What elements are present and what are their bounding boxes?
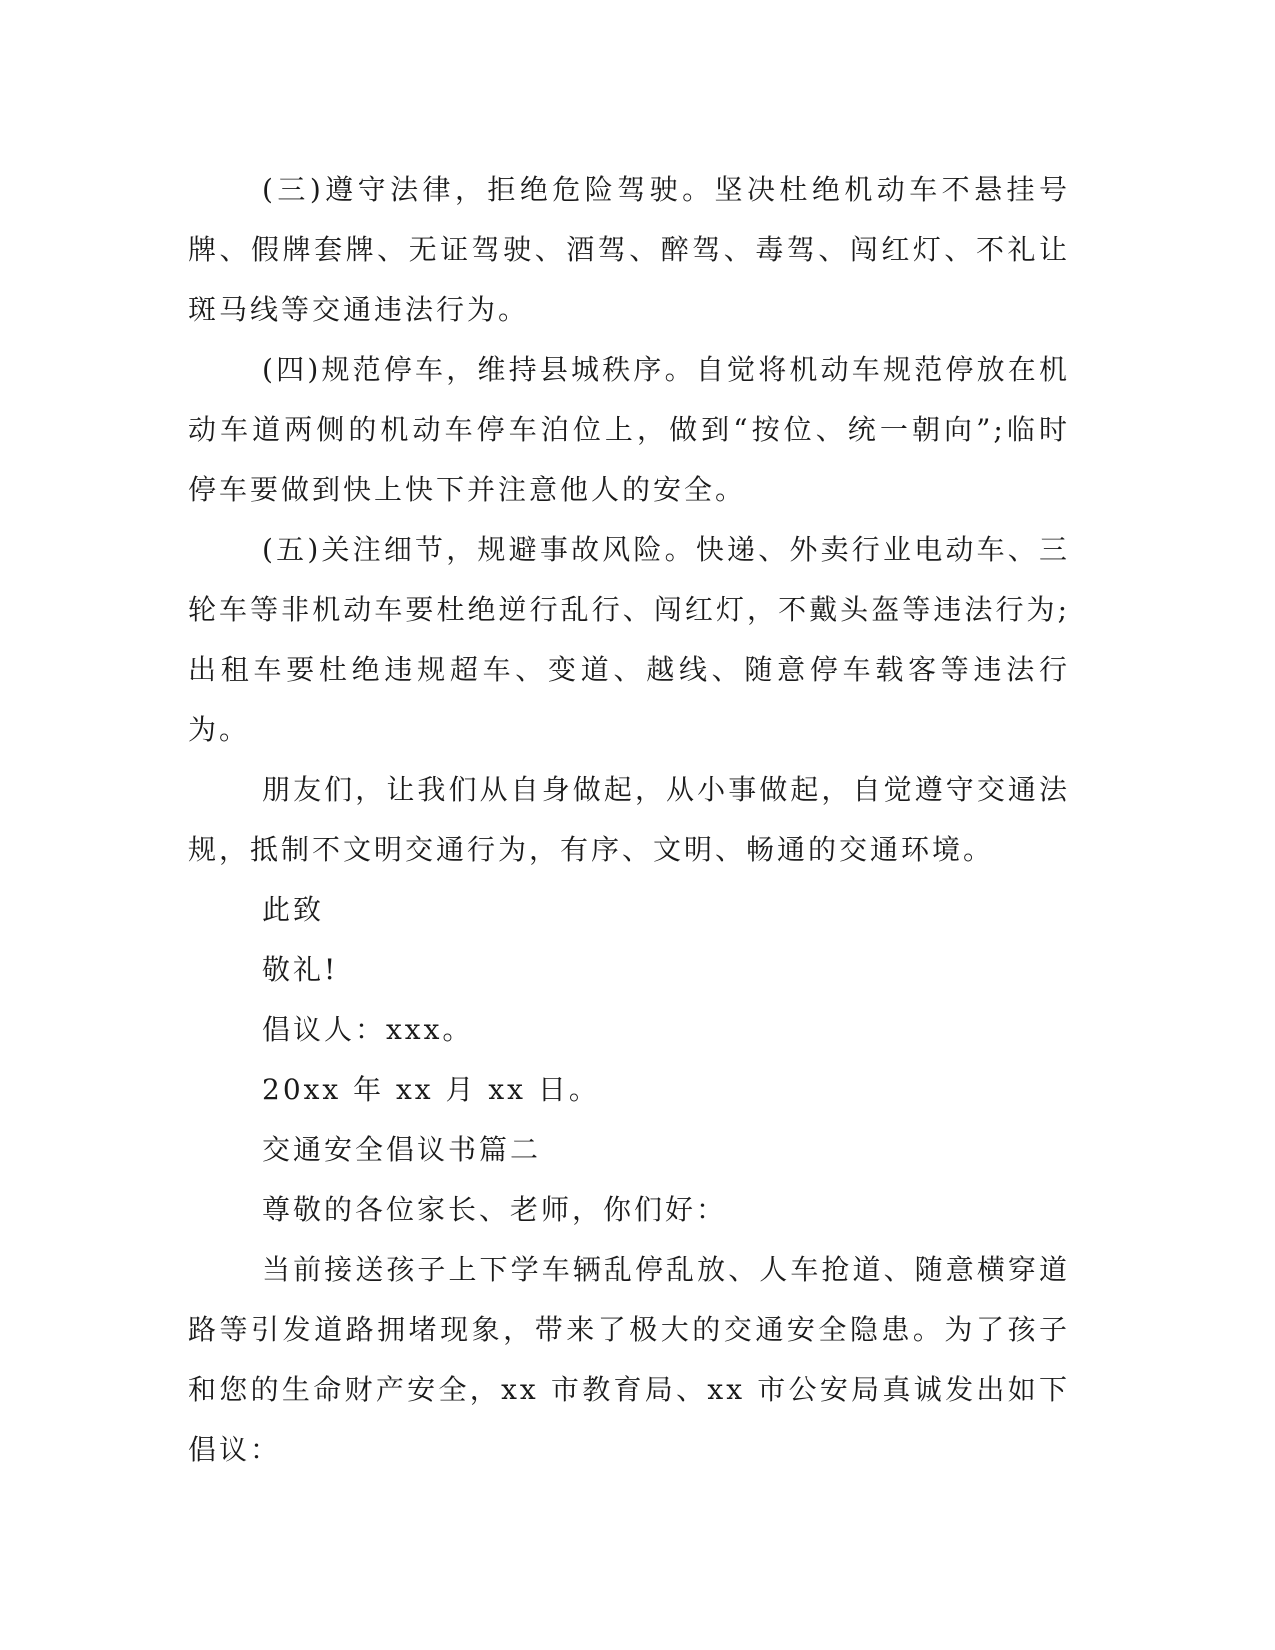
paragraph-closing-appeal: 朋友们，让我们从自身做起，从小事做起，自觉遵守交通法规，抵制不文明交通行为，有序、文明、畅通的交通环境。 bbox=[188, 773, 1070, 866]
salutation-jingli: 敬礼! bbox=[262, 953, 339, 986]
paragraph-section-4: (四)规范停车，维持县城秩序。自觉将机动车规范停放在机动车道两侧的机动车停车泊位上，做到“按位、统一朝向”;临时停车要做到快上快下并注意他人的安全。 bbox=[188, 353, 1070, 506]
salutation-cizhi: 此致 bbox=[262, 893, 325, 926]
paragraph-section-3: (三)遵守法律，拒绝危险驾驶。坚决杜绝机动车不悬挂号牌、假牌套牌、无证驾驶、酒驾、醉驾、毒驾、闯红灯、不礼让斑马线等交通违法行为。 bbox=[188, 173, 1070, 326]
document-body bbox=[188, 160, 1070, 1480]
date-line: 20xx 年 xx 月 xx 日。 bbox=[262, 1073, 600, 1106]
paragraph-intro-part-two: 当前接送孩子上下学车辆乱停乱放、人车抢道、随意横穿道路等引发道路拥堵现象，带来了极大的交通安全隐患。为了孩子和您的生命财产安全，xx 市教育局、xx 市公安局真诚发出如下倡议： bbox=[188, 1253, 1070, 1466]
greeting-line: 尊敬的各位家长、老师，你们好： bbox=[262, 1193, 728, 1226]
signatory: 倡议人：xxx。 bbox=[262, 1013, 474, 1046]
section-heading-part-two: 交通安全倡议书篇二 bbox=[262, 1133, 542, 1166]
paragraph-section-5: (五)关注细节，规避事故风险。快递、外卖行业电动车、三轮车等非机动车要杜绝逆行乱行、闯红灯，不戴头盔等违法行为;出租车要杜绝违规超车、变道、越线、随意停车载客等违法行为。 bbox=[188, 533, 1070, 746]
